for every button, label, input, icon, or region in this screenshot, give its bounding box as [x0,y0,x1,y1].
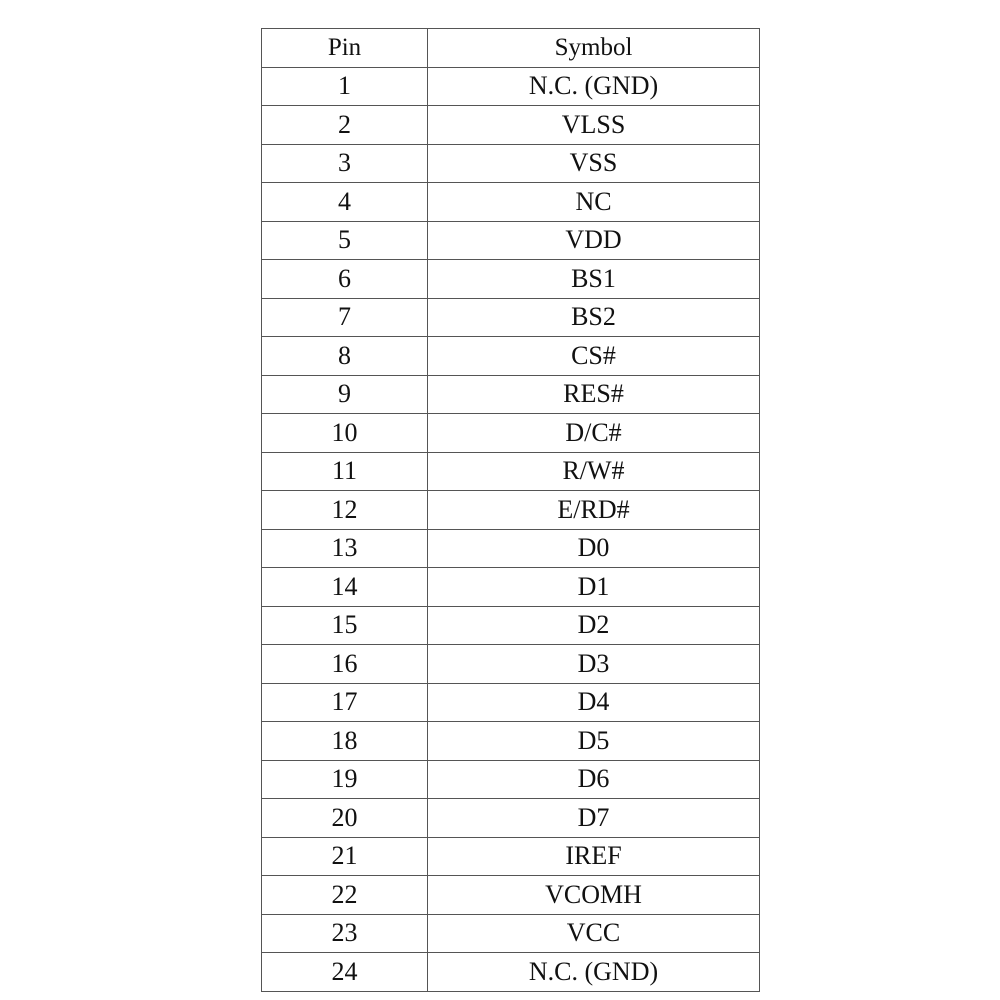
table-row [262,67,760,106]
pin-number-cell: 21 [262,837,428,876]
table-row [262,529,760,568]
table-row [262,722,760,761]
table-row [262,606,760,645]
pin-symbol-cell: N.C. (GND) [428,953,760,992]
table-row [262,144,760,183]
table-body [262,67,760,991]
table-row [262,837,760,876]
pin-number-cell: 6 [262,260,428,299]
pin-number-cell: 14 [262,568,428,607]
pin-symbol-cell: VDD [428,221,760,260]
pin-symbol-cell: VLSS [428,106,760,145]
pin-number-cell: 23 [262,914,428,953]
pin-assignment-table [261,28,760,992]
table-row [262,298,760,337]
table-row [262,183,760,222]
pin-number-cell: 8 [262,337,428,376]
table-row [262,760,760,799]
pin-symbol-cell: VSS [428,144,760,183]
pin-symbol-cell: VCOMH [428,876,760,915]
table-row [262,645,760,684]
pin-column-header: Pin [262,29,428,68]
table-row [262,568,760,607]
pin-symbol-cell: D2 [428,606,760,645]
pin-number-cell: 12 [262,491,428,530]
pin-number-cell: 5 [262,221,428,260]
table-row [262,260,760,299]
table-row [262,452,760,491]
pin-symbol-cell: D/C# [428,414,760,453]
pin-symbol-cell: BS2 [428,298,760,337]
pin-number-cell: 10 [262,414,428,453]
pin-symbol-cell: R/W# [428,452,760,491]
pin-number-cell: 20 [262,799,428,838]
pin-symbol-cell: D6 [428,760,760,799]
pin-number-cell: 4 [262,183,428,222]
pin-symbol-cell: D3 [428,645,760,684]
pin-symbol-cell: E/RD# [428,491,760,530]
table-row [262,953,760,992]
table-row [262,414,760,453]
pin-number-cell: 17 [262,683,428,722]
table-row [262,375,760,414]
table-row [262,799,760,838]
pin-number-cell: 22 [262,876,428,915]
table-row [262,337,760,376]
pin-number-cell: 19 [262,760,428,799]
pin-symbol-cell: D5 [428,722,760,761]
pin-number-cell: 24 [262,953,428,992]
pin-symbol-cell: VCC [428,914,760,953]
pin-number-cell: 9 [262,375,428,414]
pin-symbol-cell: D7 [428,799,760,838]
pin-symbol-cell: BS1 [428,260,760,299]
table-row [262,491,760,530]
pin-number-cell: 13 [262,529,428,568]
pin-symbol-cell: CS# [428,337,760,376]
table-row [262,876,760,915]
pin-number-cell: 2 [262,106,428,145]
table-row [262,221,760,260]
table-row [262,106,760,145]
symbol-column-header: Symbol [428,29,760,68]
table-header [262,29,760,68]
pin-symbol-cell: D4 [428,683,760,722]
table-row [262,683,760,722]
pin-number-cell: 1 [262,67,428,106]
pin-symbol-cell: D0 [428,529,760,568]
header-row [262,29,760,68]
pin-symbol-cell: IREF [428,837,760,876]
pin-number-cell: 18 [262,722,428,761]
pin-number-cell: 15 [262,606,428,645]
pin-number-cell: 11 [262,452,428,491]
pin-symbol-cell: D1 [428,568,760,607]
pin-number-cell: 3 [262,144,428,183]
pin-number-cell: 16 [262,645,428,684]
table-row [262,914,760,953]
pin-number-cell: 7 [262,298,428,337]
pin-symbol-cell: NC [428,183,760,222]
pin-symbol-cell: RES# [428,375,760,414]
pin-symbol-cell: N.C. (GND) [428,67,760,106]
